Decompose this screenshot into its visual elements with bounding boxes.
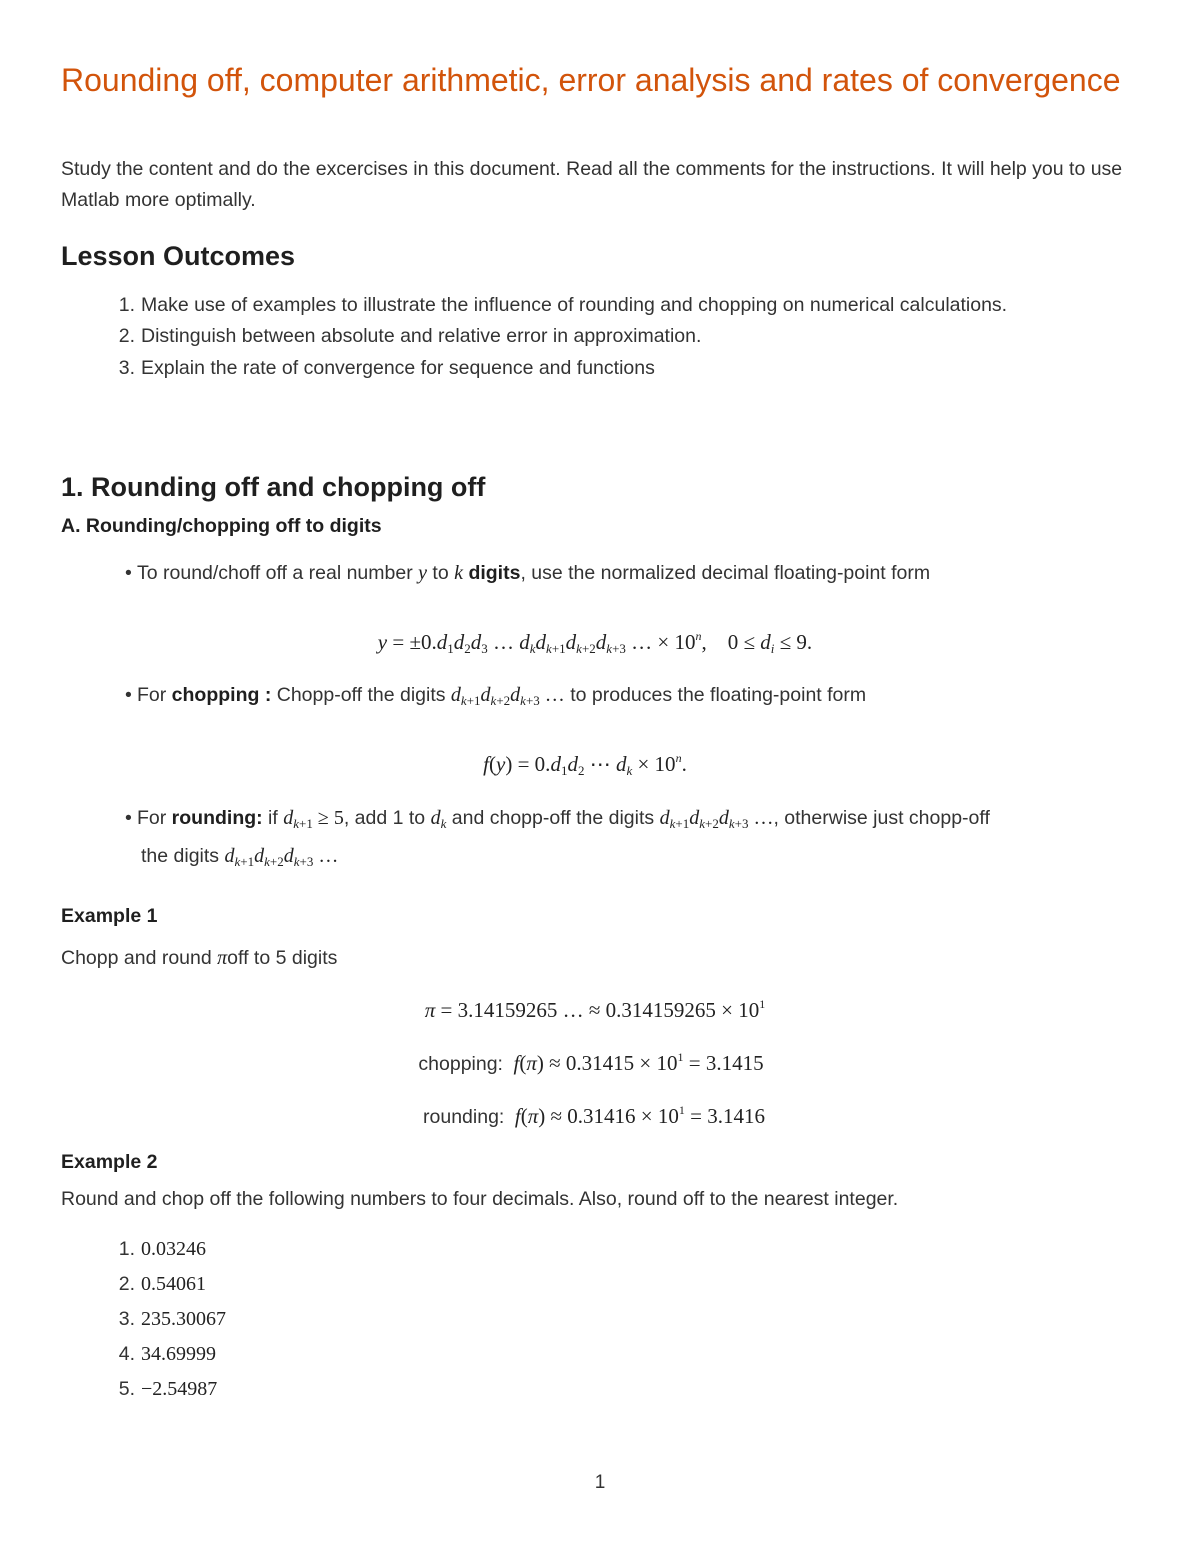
outcome-text: Explain the rate of convergence for sequence and functions [141, 357, 655, 379]
outcome-number: 3. [118, 357, 135, 379]
bullet-rounding-continued [141, 841, 338, 877]
outcome-item [115, 290, 1007, 320]
bullet-rounding [125, 803, 990, 839]
document-title: Rounding off, computer arithmetic, error analysis and rates of convergence [61, 62, 1121, 98]
item-value: 0.54061 [141, 1273, 206, 1295]
example2-item [115, 1304, 226, 1334]
item-number: 5. [118, 1378, 135, 1400]
text: to [427, 562, 455, 584]
example2-item [115, 1339, 216, 1369]
item-value: −2.54987 [141, 1378, 218, 1400]
math-pi: π [217, 947, 228, 969]
example2-item [115, 1374, 217, 1404]
bullet-round-definition [125, 558, 930, 588]
math-chopped-digits: $d_{k+1}d_{k+2}d_{k+3}$ … [224, 845, 339, 869]
bullet-dot: • [125, 807, 132, 829]
chopping-label: chopping: [418, 1053, 503, 1075]
text: To round/choff off a real number [137, 562, 419, 584]
page-number: 1 [594, 1472, 606, 1493]
formula-chopped-form: $f(y) = 0.d_1d_2$ ⋯ $d_k \times 10^n$. [483, 751, 687, 778]
text: and chopp-off the digits [446, 807, 660, 829]
bullet-chopping [125, 680, 866, 716]
text: Chopp-off the digits [271, 684, 451, 706]
text: off to 5 digits [227, 947, 338, 969]
rounding-label: rounding: [423, 1106, 505, 1128]
outcome-item [115, 321, 701, 351]
bold-digits: digits [468, 562, 521, 584]
item-number: 4. [118, 1343, 135, 1365]
example2-item [115, 1269, 206, 1299]
bold-chopping: chopping : [171, 684, 272, 706]
text: , add 1 to [343, 807, 431, 829]
text: if [262, 807, 284, 829]
outcome-item [115, 353, 655, 383]
item-value: 0.03246 [141, 1238, 206, 1260]
item-value: 235.30067 [141, 1308, 226, 1330]
math-chopped-digits: $d_{k+1}d_{k+2}d_{k+3}$ … [450, 684, 565, 708]
intro-paragraph: Study the content and do the excercises in this document. Read all the comments for the instructions. It will help you to use Matlab more optimally. [61, 158, 1123, 211]
item-value: 34.69999 [141, 1343, 216, 1365]
outcome-text: Distinguish between absolute and relative error in approximation. [141, 325, 702, 347]
lesson-outcomes-heading: Lesson Outcomes [61, 241, 296, 271]
example2-item [115, 1234, 206, 1264]
example1-heading: Example 1 [61, 905, 158, 927]
subsection-heading-a: A. Rounding/chopping off to digits [61, 515, 382, 537]
formula-pi-expansion: π = 3.14159265 … ≈ $0.314159265 \times 10^1$ [424, 997, 766, 1022]
text: the digits [141, 845, 225, 867]
text: to produces the floating-point form [564, 684, 867, 706]
outcome-number: 1. [118, 294, 135, 316]
formula-pi-rounding: rounding: $f(\pi) \approx 0.31416 \times 10^1 = 3.1416$ [423, 1103, 765, 1128]
bullet-dot: • [125, 684, 132, 706]
item-number: 1. [118, 1238, 135, 1260]
text: For [137, 807, 172, 829]
section-heading-rounding: 1. Rounding off and chopping off [61, 472, 486, 502]
math-dk: $d_k$ [430, 807, 447, 831]
bold-rounding: rounding: [171, 807, 263, 829]
math-y: y [418, 562, 428, 584]
formula-normalized-form: $y = \pm 0.d_1d_2d_3$ … $d_kd_{k+1}d_{k+2}d_{k+3}$ … × $10^n$, $0 \le d_i \le 9$. [377, 629, 813, 656]
example2-heading: Example 2 [61, 1151, 158, 1173]
text: , use the normalized decimal floating-point form [520, 562, 931, 584]
example1-text [61, 943, 337, 973]
item-number: 3. [118, 1308, 135, 1330]
text: Chopp and round [61, 947, 218, 969]
math-chopped-digits: $d_{k+1}d_{k+2}d_{k+3}$ … [659, 807, 774, 831]
math-k: k [454, 562, 464, 584]
bullet-dot: • [125, 562, 132, 584]
outcome-text: Make use of examples to illustrate the influence of rounding and chopping on numerical calculations. [141, 294, 1008, 316]
text: For [137, 684, 172, 706]
formula-pi-chopping: chopping: $f(\pi) \approx 0.31415 \times 10^1 = 3.1415$ [418, 1050, 764, 1075]
math-condition: $d_{k+1} \ge 5$ [283, 807, 344, 831]
text: , otherwise just chopp-off [773, 807, 990, 829]
example2-text: Round and chop off the following numbers to four decimals. Also, round off to the nearest integer. [61, 1188, 899, 1210]
item-number: 2. [118, 1273, 135, 1295]
outcome-number: 2. [118, 325, 135, 347]
